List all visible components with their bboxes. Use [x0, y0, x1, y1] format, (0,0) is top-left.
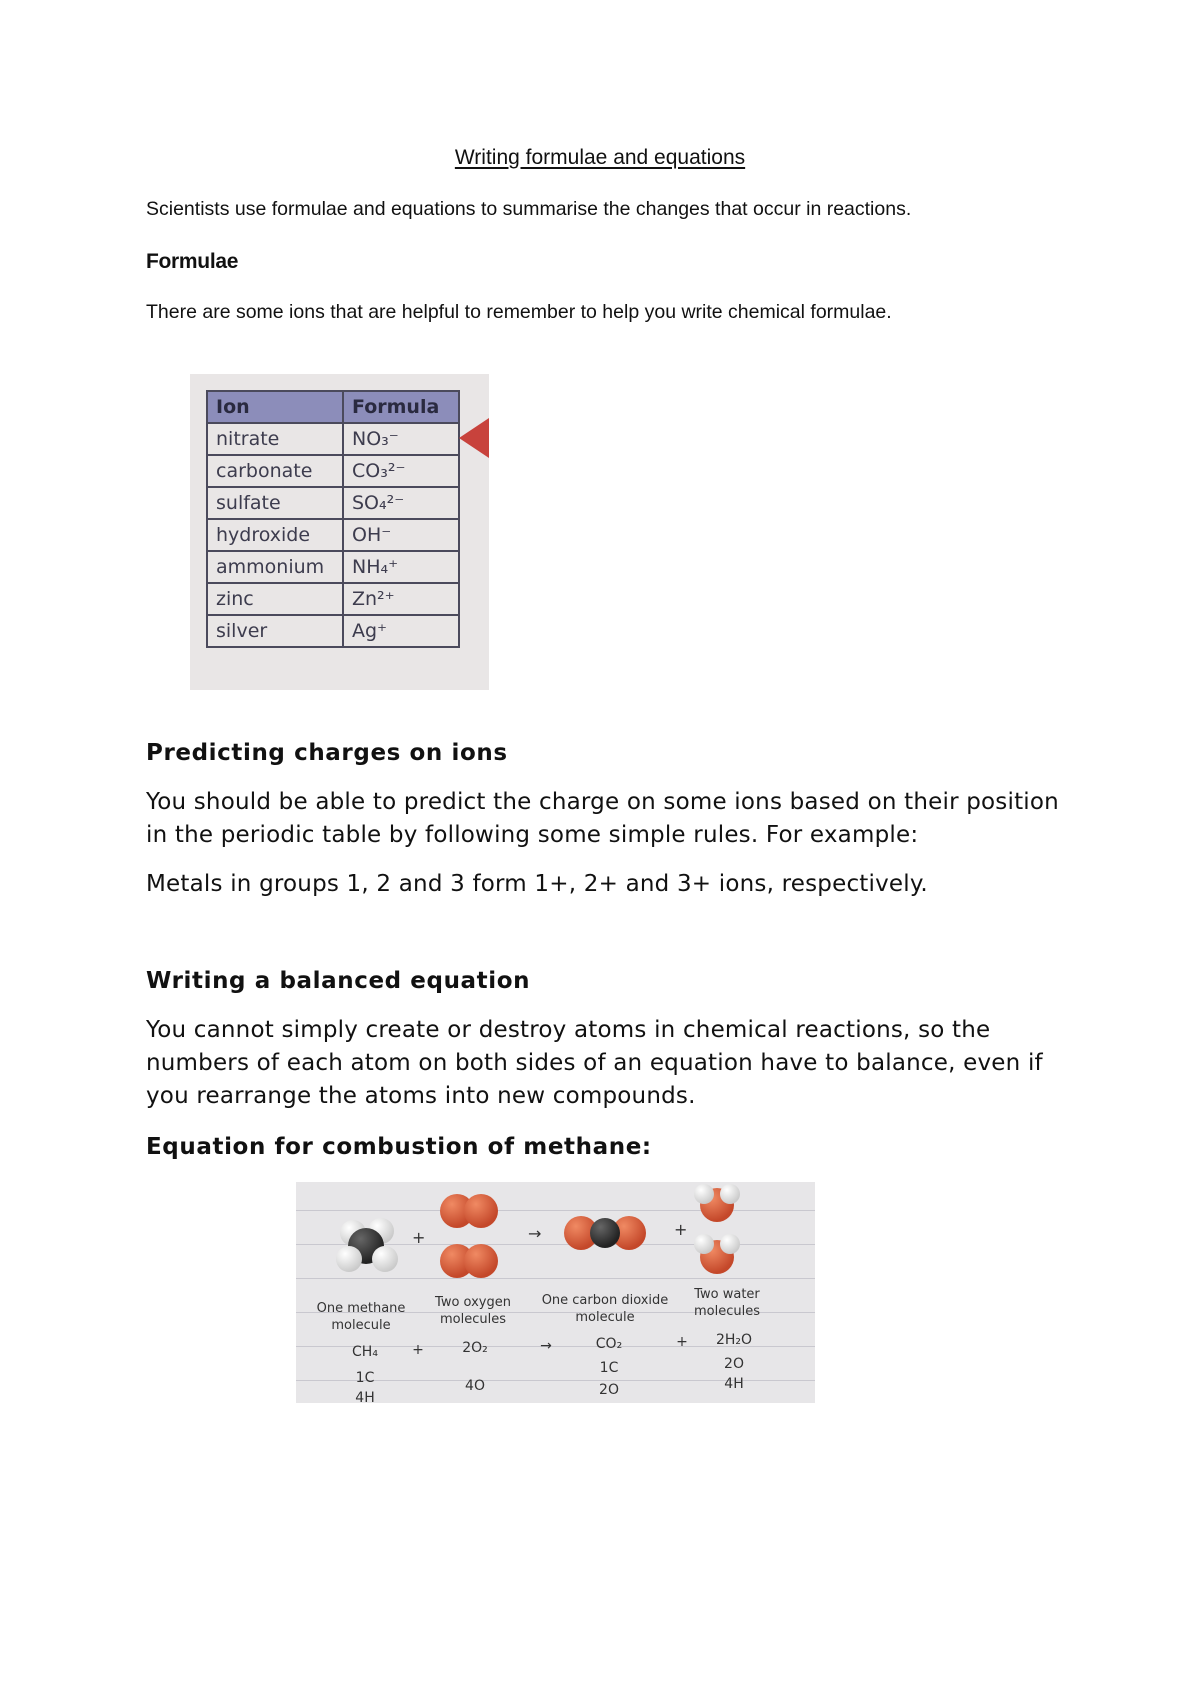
page-title: Writing formulae and equations — [454, 146, 746, 169]
charges-paragraph: You should be able to predict the charge on some ions based on their position in the periodic table by following some simple rules. For example: — [146, 789, 1059, 848]
ion-formula: OH⁻ — [343, 519, 459, 551]
ion-table — [206, 390, 460, 648]
oxygen-label: Two oxygen molecules — [435, 1295, 511, 1327]
intro-paragraph: Scientists use formulae and equations to summarise the changes that occur in reactions. — [146, 198, 912, 220]
formula-column-header: Formula — [343, 391, 459, 423]
table-row — [207, 455, 459, 487]
table-row — [207, 487, 459, 519]
equation-methane: CH₄ — [352, 1344, 378, 1360]
charges-example: Metals in groups 1, 2 and 3 form 1+, 2+ and 3+ ions, respectively. — [146, 871, 928, 897]
count-methane-hydrogen: 4H — [355, 1390, 375, 1403]
count-methane-carbon: 1C — [355, 1370, 375, 1386]
count-oxygen: 4O — [465, 1378, 485, 1394]
table-row — [207, 551, 459, 583]
ion-table-header-row — [207, 391, 459, 423]
ion-formula: Ag⁺ — [343, 615, 459, 647]
equation-co2: CO₂ — [595, 1336, 623, 1352]
ion-name: sulfate — [207, 487, 343, 519]
ion-formula: CO₃²⁻ — [343, 455, 459, 487]
balanced-heading: Writing a balanced equation — [146, 968, 531, 994]
table-row — [207, 423, 459, 455]
water-label: Two water molecules — [694, 1287, 760, 1319]
ion-table-image — [190, 374, 489, 690]
equation-oxygen: 2O₂ — [462, 1340, 488, 1356]
charges-heading: Predicting charges on ions — [146, 740, 508, 766]
ion-formula: NH₄⁺ — [343, 551, 459, 583]
equation-arrow: → — [540, 1338, 552, 1354]
table-row — [207, 615, 459, 647]
count-co2-carbon: 1C — [599, 1360, 619, 1376]
arrow-icon: → — [528, 1224, 542, 1243]
equation-plus: + — [676, 1334, 688, 1350]
methane-label: One methane molecule — [316, 1301, 406, 1333]
equation-water: 2H₂O — [715, 1332, 753, 1348]
ion-name: silver — [207, 615, 343, 647]
count-water-oxygen: 2O — [724, 1356, 744, 1372]
ion-name: nitrate — [207, 423, 343, 455]
count-co2-oxygen: 2O — [599, 1382, 619, 1398]
equation-plus: + — [412, 1342, 424, 1358]
ion-name: hydroxide — [207, 519, 343, 551]
plus-sign: + — [674, 1220, 688, 1239]
carbon-dioxide-label: One carbon dioxide molecule — [541, 1293, 669, 1325]
table-row — [207, 519, 459, 551]
ion-formula: NO₃⁻ — [343, 423, 459, 455]
count-water-hydrogen: 4H — [724, 1376, 744, 1392]
methane-heading: Equation for combustion of methane: — [146, 1134, 652, 1160]
ion-name: ammonium — [207, 551, 343, 583]
red-arrow-icon — [459, 418, 489, 458]
formulae-heading: Formulae — [146, 250, 239, 273]
balanced-paragraph: You cannot simply create or destroy atoms in chemical reactions, so the numbers of each atom on both sides of an equation have to balance, even if you rearrange the atoms into new compounds. — [146, 1017, 1043, 1109]
ion-column-header: Ion — [207, 391, 343, 423]
ion-name: zinc — [207, 583, 343, 615]
methane-combustion-image — [296, 1182, 815, 1403]
ion-formula: Zn²⁺ — [343, 583, 459, 615]
ion-formula: SO₄²⁻ — [343, 487, 459, 519]
table-row — [207, 583, 459, 615]
ion-name: carbonate — [207, 455, 343, 487]
plus-sign: + — [412, 1228, 426, 1247]
formulae-paragraph: There are some ions that are helpful to remember to help you write chemical formulae. — [146, 301, 892, 323]
